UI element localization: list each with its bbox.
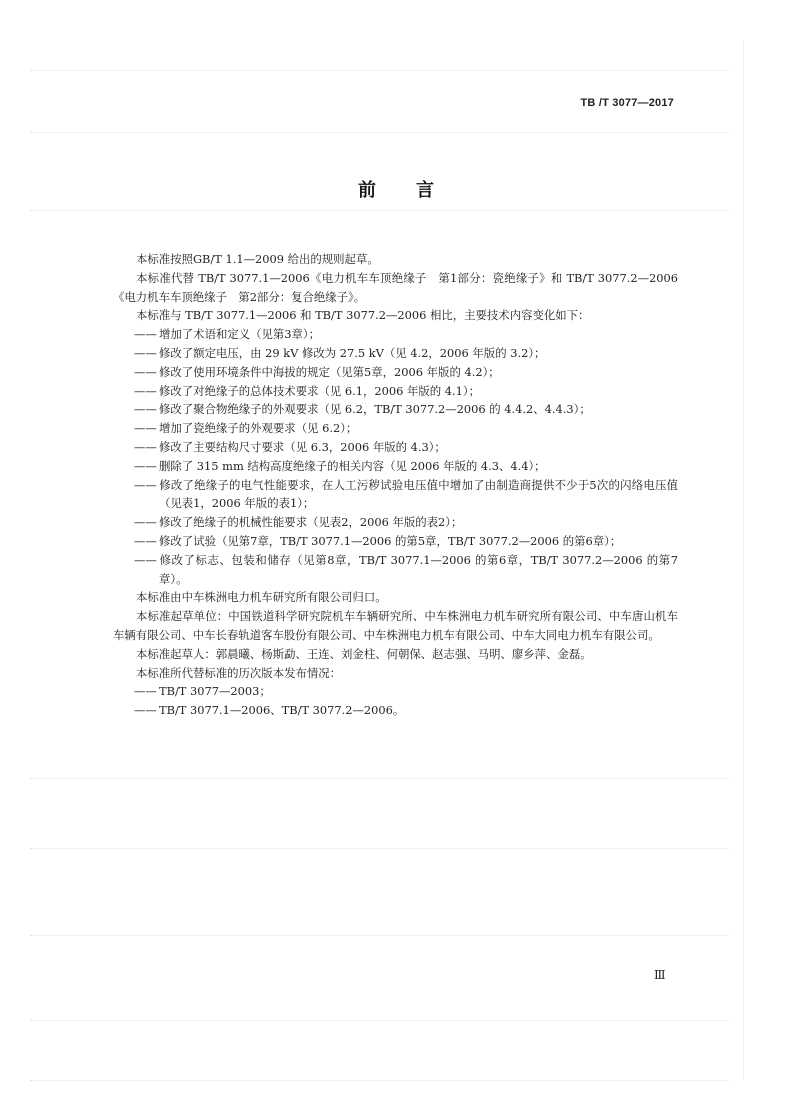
dash-marker: —— — [134, 364, 157, 379]
list-item: —— 修改了额定电压，由 29 kV 修改为 27.5 kV（见 4.2，2006 年版的 3.2）； — [113, 344, 678, 363]
list-item: —— 修改了聚合物绝缘子的外观要求（见 6.2，TB/T 3077.2—2006 的 4.4.2、4.4.3）； — [113, 400, 678, 419]
foreword-body — [113, 250, 678, 720]
dash-marker: —— — [134, 327, 157, 342]
list-item: —— 增加了瓷绝缘子的外观要求（见 6.2）； — [113, 419, 678, 438]
scan-line — [30, 935, 730, 936]
paragraph-responsible-unit: 本标准由中车株洲电力机车研究所有限公司归口。 — [136, 590, 387, 605]
list-item: —— TB/T 3077.1—2006、TB/T 3077.2—2006。 — [113, 701, 678, 720]
dash-marker: —— — [134, 421, 157, 436]
page-title: 前言 — [358, 180, 474, 201]
history-list — [113, 682, 678, 720]
scan-line — [30, 210, 730, 211]
paragraph-drafting-units: 本标准起草单位：中国铁道科学研究院机车车辆研究所、中车株洲电力机车研究所有限公司、中车唐山机车车辆有限公司、中车长春轨道客车股份有限公司、中车株洲电力机车有限公司、中车大同电力机车有限公司。 — [113, 609, 678, 642]
dash-marker: —— — [134, 515, 157, 530]
list-item: —— 修改了试验（见第7章，TB/T 3077.1—2006 的第5章，TB/T 3077.2—2006 的第6章）； — [113, 532, 678, 551]
dash-marker: —— — [134, 703, 157, 718]
paragraph-drafters: 本标准起草人：郭晨曦、杨斯勐、王连、刘金柱、何朝保、赵志强、马明、廖乡萍、金磊。 — [136, 646, 592, 661]
list-item: —— 删除了 315 mm 结构高度绝缘子的相关内容（见 2006 年版的 4.3、4.4）； — [113, 457, 678, 476]
scan-line — [30, 1080, 730, 1081]
dash-marker: —— — [134, 684, 157, 699]
dash-marker: —— — [134, 552, 157, 567]
list-item: —— TB/T 3077—2003； — [113, 682, 678, 701]
changes-list — [113, 325, 678, 588]
list-item: —— 修改了主要结构尺寸要求（见 6.3，2006 年版的 4.3）； — [113, 438, 678, 457]
standard-code-header: TB /T 3077—2017 — [580, 97, 674, 109]
scan-line — [30, 70, 730, 71]
page-number: Ⅲ — [654, 968, 666, 982]
list-item: —— 修改了对绝缘子的总体技术要求（见 6.1，2006 年版的 4.1）； — [113, 382, 678, 401]
dash-marker: —— — [134, 345, 157, 360]
scan-line — [30, 1020, 730, 1021]
dash-marker: —— — [134, 402, 157, 417]
dash-marker: —— — [134, 383, 157, 398]
list-item: —— 修改了绝缘子的机械性能要求（见表2，2006 年版的表2）； — [113, 513, 678, 532]
list-item: —— 修改了标志、包装和储存（见第8章，TB/T 3077.1—2006 的第6章，TB/T 3077.2—2006 的第7章）。 — [134, 552, 678, 586]
paragraph-replaces: 本标准代替 TB/T 3077.1—2006《电力机车车顶绝缘子 第1部分：瓷绝缘子》和 TB/T 3077.2—2006《电力机车车顶绝缘子 第2部分：复合绝缘子》。 — [113, 270, 678, 304]
scan-line — [30, 132, 730, 133]
paragraph-changes-intro: 本标准与 TB/T 3077.1—2006 和 TB/T 3077.2—2006 相比，主要技术内容变化如下： — [136, 308, 590, 323]
paragraph-drafting-rules: 本标准按照GB/T 1.1—2009 给出的规则起草。 — [136, 252, 379, 266]
paragraph-history-intro: 本标准所代替标准的历次版本发布情况： — [136, 665, 342, 680]
list-item: —— 修改了绝缘子的电气性能要求，在人工污秽试验电压值中增加了由制造商提供不少于5次的闪络电压值（见表1，2006 年版的表1）； — [134, 477, 678, 511]
dash-marker: —— — [134, 439, 157, 454]
scan-line — [30, 848, 730, 849]
dash-marker: —— — [134, 533, 157, 548]
dash-marker: —— — [134, 458, 157, 473]
scan-line — [30, 778, 730, 779]
list-item: —— 修改了使用环境条件中海拔的规定（见第5章，2006 年版的 4.2）； — [113, 363, 678, 382]
dash-marker: —— — [134, 477, 157, 492]
list-item: —— 增加了术语和定义（见第3章）； — [113, 325, 678, 344]
